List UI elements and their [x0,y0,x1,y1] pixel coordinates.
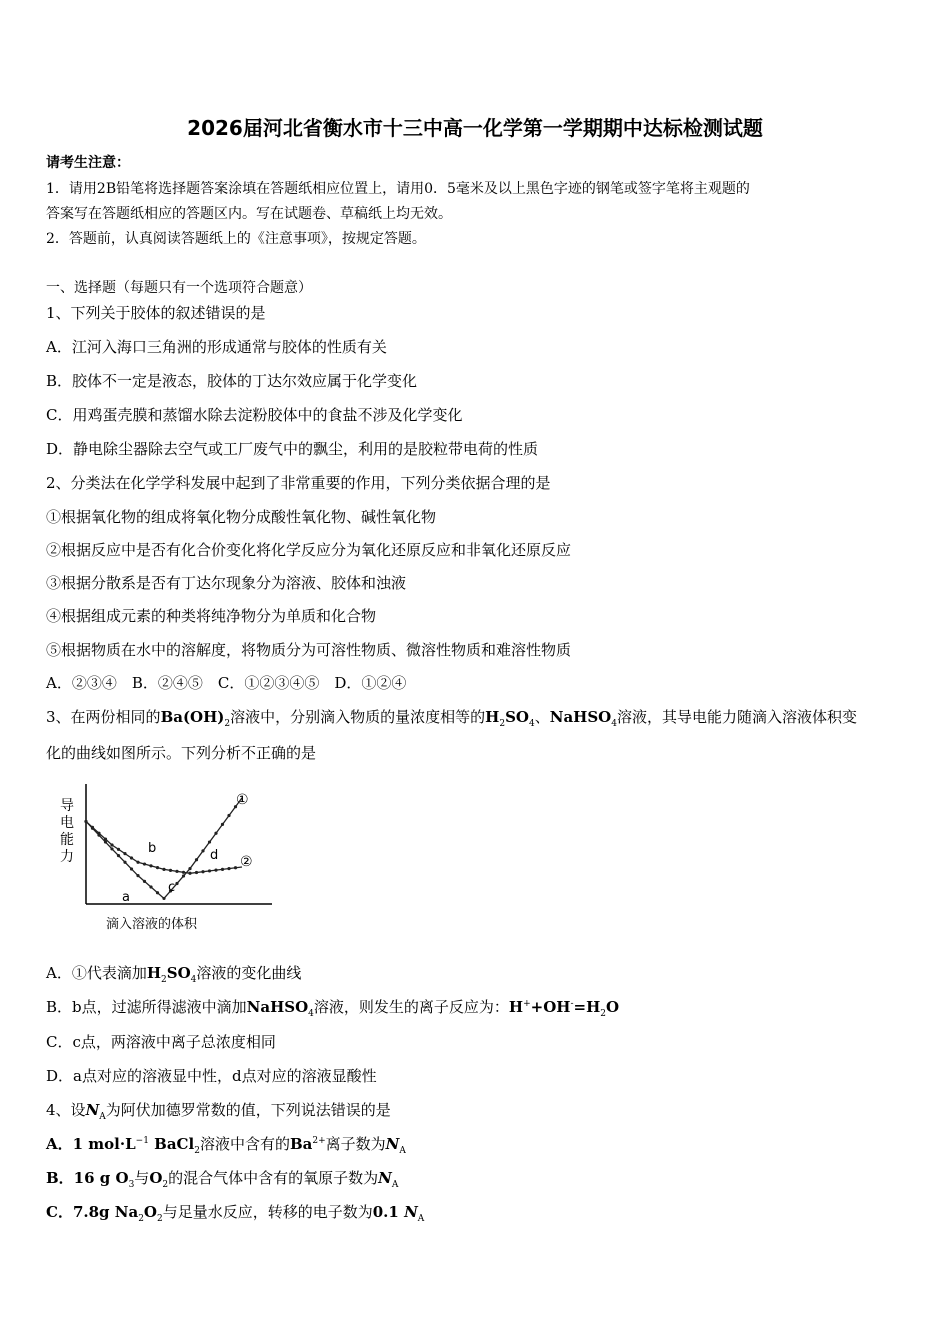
q2-item-5: ⑤根据物质在水中的溶解度，将物质分为可溶性物质、微溶性物质和难溶性物质 [46,641,572,659]
q4-option-c: C．7.8g $Na_2O_2$与足量水反应，转移的电子数为0.1 $N_A$ [46,1203,425,1224]
curve-2-point [169,869,172,872]
q3-option-c: C．c点，两溶液中离子总浓度相同 [46,1033,276,1051]
y-axis-char: 导 [60,798,74,814]
curve-2-point [156,866,159,869]
point-b-label: b [148,841,157,856]
q3-option-a: A．①代表滴加$H_2SO_4$溶液的变化曲线 [46,964,302,985]
notice-line-1b: 答案写在答题纸相应的答题区内。写在试题卷、草稿纸上均无效。 [46,206,452,222]
q3-option-b: B．b点，过滤所得滤液中滴加NaHSO$_4$溶液，则发生的离子反应为：$H^++OH^-=H_2O$ [46,998,620,1019]
q4-stem: 4、设$N_A$为阿伏加德罗常数的值，下列说法错误的是 [46,1101,391,1122]
q1-option-c: C．用鸡蛋壳膜和蒸馏水除去淀粉胶体中的食盐不涉及化学变化 [46,406,463,424]
curve-2-point [214,869,217,872]
y-axis-char: 力 [60,849,74,865]
curve-2-point [234,866,237,869]
curve-1-line [86,798,242,899]
curve-2-point [110,843,113,846]
curve-2-point [91,826,94,829]
curve-1-point [162,897,165,900]
curve-2-label: ② [240,854,253,870]
curve-2-point [162,868,165,871]
curve-2-point [208,869,211,872]
point-a-label: a [122,890,130,905]
curve-1-point [143,880,146,883]
point-d-label: d [210,848,219,863]
q2-stem: 2、分类法在化学学科发展中起到了非常重要的作用，下列分类依据合理的是 [46,474,551,492]
curve-1-point [110,847,113,850]
notice-line-2: 2．答题前，认真阅读答题纸上的《注意事项》，按规定答题。 [46,231,426,247]
curve-1-point [221,823,224,826]
q1-stem: 1、下列关于胶体的叙述错误的是 [46,304,266,322]
q3-stem-line-1: 3、在两份相同的$Ba(OH)_2$溶液中，分别滴入物质的量浓度相等的$H_2SO_4$、NaHSO$_4$溶液，其导电能力随滴入溶液体积变 [46,708,857,729]
notice-heading: 请考生注意： [46,155,130,171]
q3-option-d: D．a点对应的溶液显中性，d点对应的溶液显酸性 [46,1067,377,1085]
q3-stem-line-2: 化的曲线如图所示。下列分析不正确的是 [46,744,317,762]
curve-1-point [123,861,126,864]
curve-2-point [188,872,191,875]
notice-line-1a: 1．请用2B铅笔将选择题答案涂填在答题纸相应位置上，请用0．5毫米及以上黑色字迹的钢笔或签字笔将主观题的 [46,181,750,197]
q4-option-b: B．16 g $O_3$与$O_2$的混合气体中含有的氧原子数为$N_A$ [46,1169,399,1190]
q2-item-1: ①根据氧化物的组成将氧化物分成酸性氧化物、碱性氧化物 [46,508,437,526]
q2-item-2: ②根据反应中是否有化合价变化将化学反应分为氧化还原反应和非氧化还原反应 [46,541,572,559]
page-title: 2026届河北省衡水市十三中高一化学第一学期期中达标检测试题 [187,116,763,140]
curve-1-point [175,882,178,885]
y-axis-char: 电 [60,815,74,831]
y-axis-char: 能 [60,832,74,848]
curve-1-point [227,814,230,817]
q2-item-3: ③根据分散系是否有丁达尔现象分为溶液、胶体和浊液 [46,574,407,592]
y-axis-label [60,798,74,865]
q1-option-a: A．江河入海口三角洲的形成通常与胶体的性质有关 [46,338,387,356]
q2-options: A．②③④ B．②④⑤ C．①②③④⑤ D．①②④ [46,674,407,692]
x-axis-label: 滴入溶液的体积 [106,917,198,932]
curve-1-point [182,874,185,877]
curve-1-point [156,891,159,894]
curve-1-point [195,858,198,861]
q1-option-b: B．胶体不一定是液态，胶体的丁达尔效应属于化学变化 [46,372,418,390]
curve-1-point [208,840,211,843]
q2-item-4: ④根据组成元素的种类将纯净物分为单质和化合物 [46,607,377,625]
conductivity-chart [46,780,286,945]
curve-1-label: ① [236,792,249,808]
section-heading: 一、选择题（每题只有一个选项符合题意） [46,280,312,296]
curve-1-point [149,885,152,888]
curve-1-point [201,849,204,852]
curve-2-point [195,871,198,874]
curve-2-point [84,820,87,823]
q1-option-d: D．静电除尘器除去空气或工厂废气中的飘尘，利用的是胶粒带电荷的性质 [46,440,539,458]
curve-2-point [97,832,100,835]
curve-2-point [149,864,152,867]
curve-1-point [104,840,107,843]
curve-2-point [227,867,230,870]
curve-1-point [136,874,139,877]
q4-option-a: A．1 $mol\cdot L^{-1}$ BaCl$_2$溶液中含有的$Ba^{2+}$离子数为$N_A$ [46,1135,406,1156]
curve-2-point [104,838,107,841]
curve-2-point [130,856,133,859]
curve-1-point [188,867,191,870]
curve-1-point [130,867,133,870]
curve-2-point [117,848,120,851]
curve-2-point [143,862,146,865]
curve-2-point [123,852,126,855]
curve-2-point [182,871,185,874]
curve-1-point [214,832,217,835]
curve-2-point [136,861,139,864]
curve-1-point [117,854,120,857]
curve-2-point [221,868,224,871]
curve-2-point [201,870,204,873]
curve-2-point [175,870,178,873]
point-c-label: c [168,880,176,895]
